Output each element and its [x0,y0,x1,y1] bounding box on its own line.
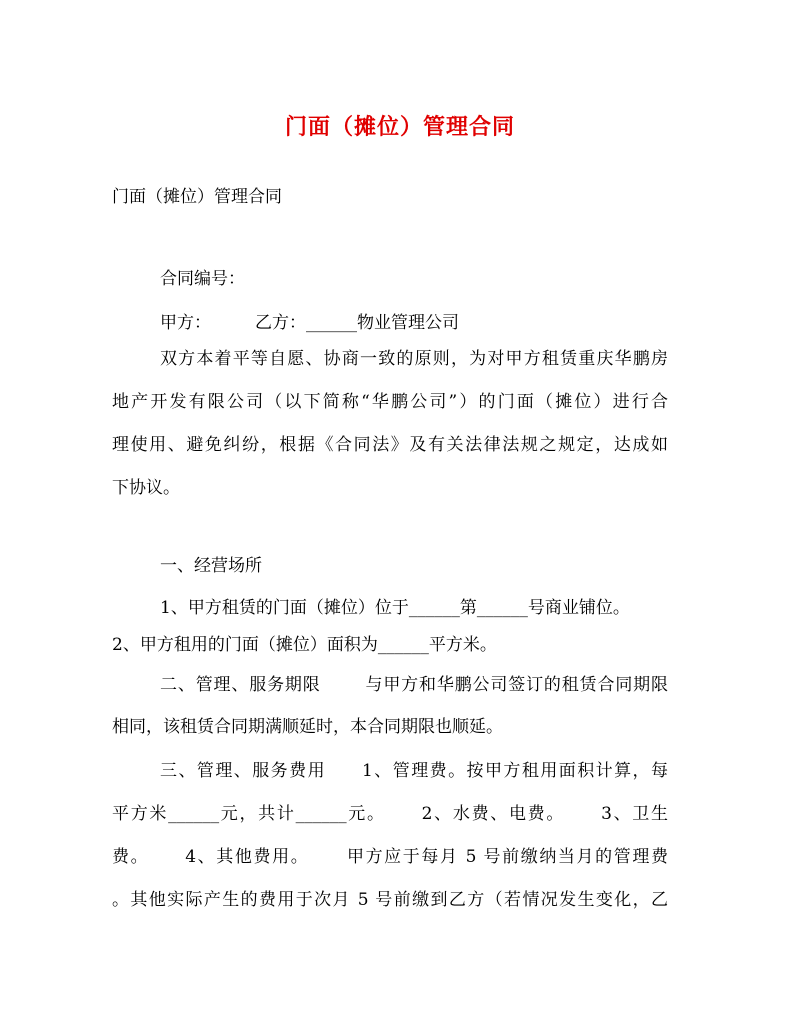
section-2-line-1 [160,674,668,696]
document-title: 门面（摊位）管理合同 [284,114,515,140]
intro-line-2: 地产开发有限公司（以下简称“华鹏公司”）的门面（摊位）进行合 [112,392,668,412]
section-3-line-1 [160,760,668,782]
intro-line-1: 双方本着平等自愿、协商一致的原则，为对甲方租赁重庆华鹏房 [160,349,668,369]
section-1-heading: 一、经营场所 [160,556,262,576]
section-3-text: 1、管理费。按甲方租用面积计算，每 [362,761,668,781]
intro-line-3: 理使用、避免纠纷，根据《合同法》及有关法律法规之规定，达成如 [112,435,668,455]
document-subtitle: 门面（摊位）管理合同 [112,187,282,207]
section-2-text: 与甲方和华鹏公司签订的租赁合同期限 [364,675,669,695]
parties-line [160,312,459,334]
section-3-line-2 [112,803,668,825]
section-3-payment-due: 甲方应于每月 5 号前缴纳当月的管理费 [345,847,668,867]
section-3-line-4: 。其他实际产生的费用于次月 5 号前缴到乙方（若情况发生变化，乙 [112,890,668,910]
party-b-label: 乙方：______物业管理公司 [255,313,459,333]
contract-number-label: 合同编号： [160,269,245,289]
section-3-fee-rate: 平方米______元，共计______元。 [112,804,386,824]
section-2-line-2: 相同，该租赁合同期满顺延时，本合同期限也顺延。 [112,717,503,737]
section-3-other-fees: 4、其他费用。 [185,847,310,867]
section-3-line-3 [112,846,668,868]
section-2-heading: 二、管理、服务期限 [160,675,321,695]
section-1-item-2: 2、甲方租用的门面（摊位）面积为______平方米。 [112,635,497,655]
party-a-label: 甲方： [160,313,211,333]
intro-line-4: 下协议。 [112,478,180,498]
section-3-heading: 三、管理、服务费用 [160,761,327,781]
section-3-fee-word: 费。 [112,847,150,867]
section-3-sanitation: 3、卫生 [601,804,668,824]
section-1-item-1: 1、甲方租赁的门面（摊位）位于______第______号商业铺位。 [160,598,630,618]
section-3-utilities: 2、水费、电费。 [421,804,566,824]
